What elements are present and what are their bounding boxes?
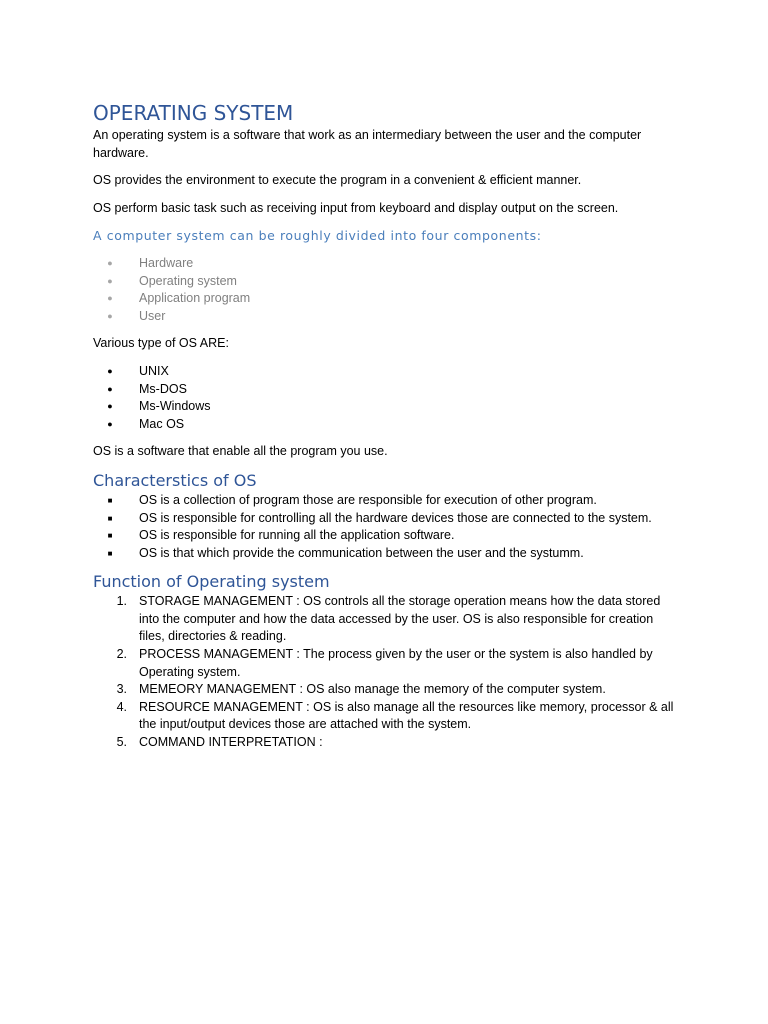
list-number: 1. <box>116 594 127 609</box>
list-item: ● Operating system <box>93 273 678 291</box>
list-item: ■ OS is that which provide the communication between the user and the systumm. <box>93 545 678 563</box>
list-item: ● UNIX <box>93 363 678 381</box>
list-number: 2. <box>116 647 127 662</box>
list-item: ● Application program <box>93 290 678 308</box>
components-heading: A computer system can be roughly divided into four components: <box>93 228 542 244</box>
page-title: OPERATING SYSTEM <box>93 101 294 125</box>
list-item: 1. STORAGE MANAGEMENT : OS controls all the storage operation means how the data stored into the computer and how the data accessed by the user. OS is also responsible for creation files, directories & reading. <box>93 593 678 646</box>
list-number: 4. <box>116 699 127 714</box>
functions-heading: Function of Operating system <box>93 572 330 592</box>
bullet-icon: ● <box>107 275 113 286</box>
functions-list <box>93 593 678 751</box>
components-list <box>93 255 678 325</box>
characteristics-heading: Characterstics of OS <box>93 470 257 490</box>
list-number: 3. <box>116 682 127 697</box>
environment-paragraph: OS provides the environment to execute the program in a convenient & efficient manner. <box>93 173 582 188</box>
list-item: 2. PROCESS MANAGEMENT : The process given by the user or the system is also handled by Operating system. <box>93 646 678 681</box>
list-item: 4. RESOURCE MANAGEMENT : OS is also manage all the resources like memory, processor & all the input/output devices those are attached with the system. <box>93 699 678 734</box>
bullet-icon: ● <box>107 383 113 394</box>
list-number: 5. <box>116 735 127 750</box>
square-bullet-icon: ■ <box>107 531 113 541</box>
intro-paragraph: An operating system is a software that work as an intermediary between the user and the computer hardware. <box>93 128 642 160</box>
bullet-icon: ● <box>107 365 113 376</box>
basic-task-paragraph: OS perform basic task such as receiving input from keyboard and display output on the screen. <box>93 200 619 215</box>
list-item: ■ OS is a collection of program those are responsible for execution of other program. <box>93 492 678 510</box>
bullet-icon: ● <box>107 310 113 321</box>
list-item: ● Ms-DOS <box>93 381 678 399</box>
bullet-icon: ● <box>107 401 113 412</box>
list-item: 3. MEMEORY MANAGEMENT : OS also manage the memory of the computer system. <box>93 681 678 699</box>
square-bullet-icon: ■ <box>107 495 113 505</box>
list-item: ■ OS is responsible for controlling all the hardware devices those are connected to the system. <box>93 510 678 528</box>
bullet-icon: ● <box>107 257 113 268</box>
os-types-list <box>93 363 678 433</box>
list-item: 5. COMMAND INTERPRETATION : <box>93 734 678 752</box>
square-bullet-icon: ■ <box>107 548 113 558</box>
characteristics-list <box>93 492 678 562</box>
list-item: ● Mac OS <box>93 416 678 434</box>
list-item: ● Hardware <box>93 255 678 273</box>
closing-paragraph: OS is a software that enable all the program you use. <box>93 444 388 459</box>
bullet-icon: ● <box>107 418 113 429</box>
square-bullet-icon: ■ <box>107 513 113 523</box>
list-item: ■ OS is responsible for running all the application software. <box>93 527 678 545</box>
document-body <box>93 100 678 762</box>
list-item: ● Ms-Windows <box>93 398 678 416</box>
list-item: ● User <box>93 308 678 326</box>
os-types-heading: Various type of OS ARE: <box>93 336 229 351</box>
bullet-icon: ● <box>107 293 113 304</box>
